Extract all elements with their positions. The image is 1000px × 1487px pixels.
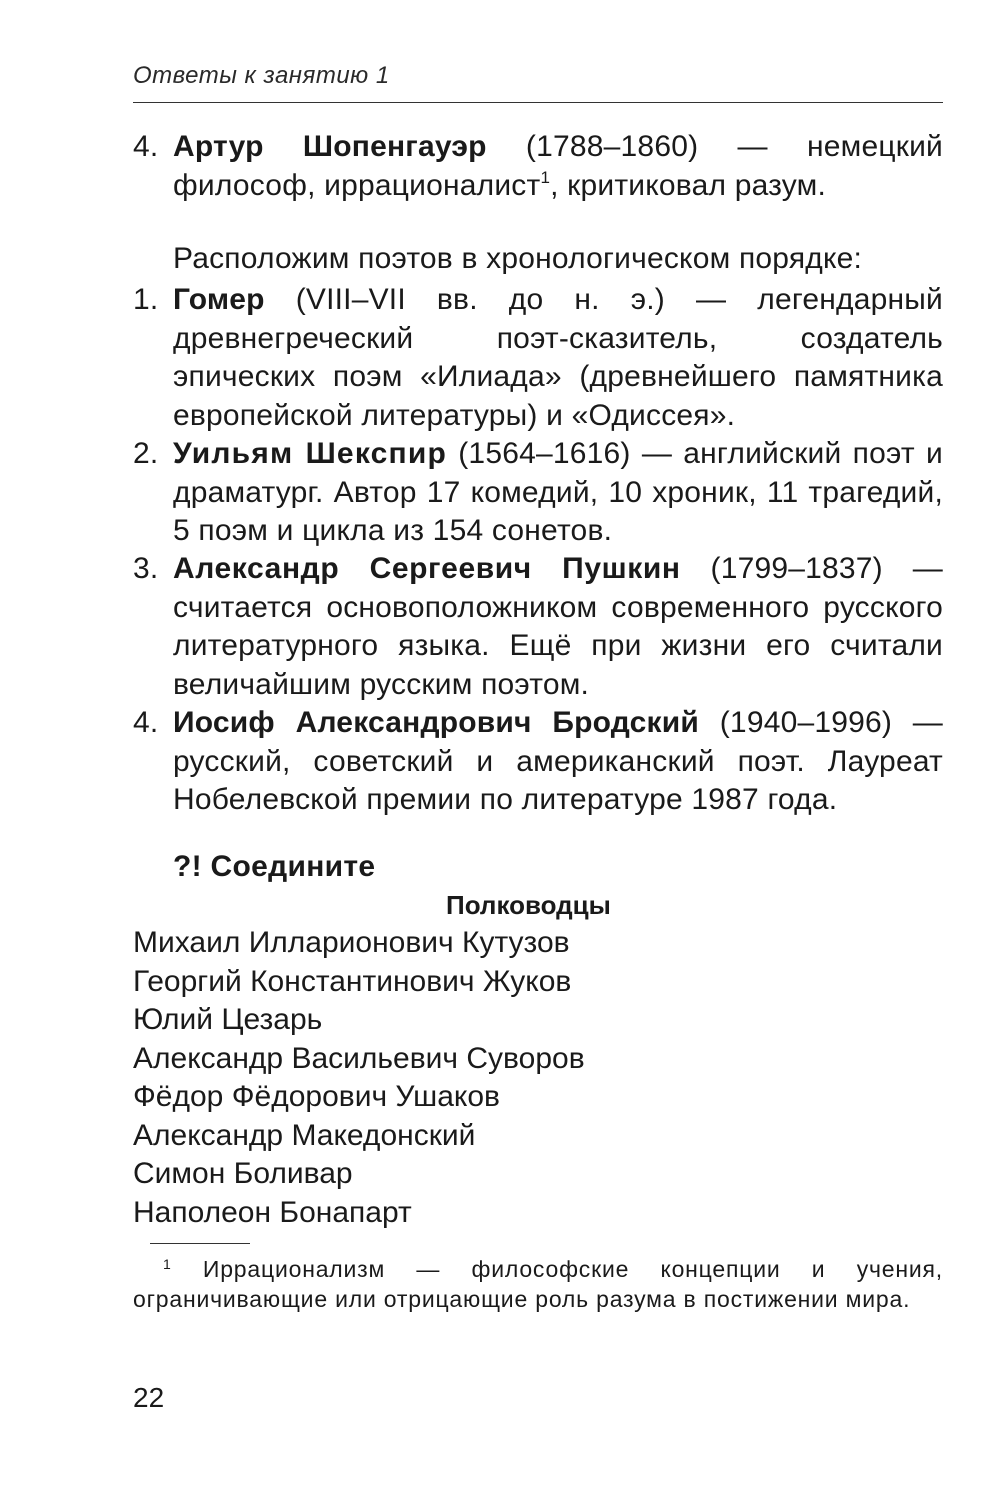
poet-item-pushkin	[133, 550, 943, 704]
generals-heading: Полководцы	[446, 890, 611, 920]
list-item: Фёдор Фёдорович Ушаков	[133, 1080, 500, 1113]
philosopher-text-end: , критиковал разум.	[550, 168, 826, 202]
philosopher-text: (1788–1860) — немецкий философ, иррационалист	[173, 130, 943, 202]
item-number: 1.	[133, 283, 159, 316]
footnote	[133, 1254, 943, 1314]
footnote-text: Иррационализм — философские концепции и учения, ограничивающие или отрицающие роль разума в постижении мира.	[133, 1256, 943, 1312]
list-item: Георгий Константинович Жуков	[133, 964, 572, 998]
footnote-marker: 1	[163, 1256, 172, 1272]
exercise-title: ?! Соедините	[173, 850, 376, 883]
poet-text: (VIII–VII вв. до н. э.) — легендарный древнегреческий поэт-сказитель, создатель эпических поэм «Илиада» (древнейшего памятника европейской литературы) и «Одиссея».	[173, 283, 943, 432]
philosopher-item	[133, 128, 943, 205]
item-number: 3.	[133, 552, 159, 585]
poet-name: Александр Сергеевич Пушкин	[173, 552, 681, 585]
list-item: Александр Македонский	[133, 1118, 476, 1152]
poet-item-shakespeare	[133, 435, 943, 551]
list-item: Михаил Илларионович Кутузов	[133, 926, 570, 959]
footnote-rule	[150, 1243, 250, 1244]
list-item: Александр Васильевич Суворов	[133, 1041, 585, 1075]
poet-item-homer	[133, 281, 943, 435]
list-item: Наполеон Бонапарт	[133, 1195, 412, 1229]
poet-item-brodsky	[133, 704, 943, 820]
poet-text: (1940–1996) — русский, советский и американский поэт. Лауреат Нобелевской премии по литературе 1987 года.	[173, 706, 943, 816]
page-number: 22	[133, 1382, 165, 1413]
philosopher-name: Артур Шопенгауэр	[173, 130, 487, 163]
item-number: 4.	[133, 130, 159, 163]
poet-text: (1564–1616) — английский поэт и драматург. Автор 17 комедий, 10 хроник, 11 трагедий, 5 поэм и цикла из 154 сонетов.	[173, 437, 943, 547]
poet-name: Иосиф Александрович Бродский	[173, 706, 700, 739]
poet-name: Гомер	[173, 283, 265, 316]
item-number: 2.	[133, 437, 159, 470]
poet-name: Уильям Шекспир	[173, 437, 448, 470]
poet-text: (1799–1837) — считается основоположником современного русского литературного языка. Ещё при жизни его считали величайшим русским поэтом.	[173, 552, 943, 701]
running-head: Ответы к занятию 1	[133, 62, 390, 89]
item-number: 4.	[133, 706, 159, 739]
header-rule	[133, 102, 943, 103]
footnote-reference: 1	[540, 167, 551, 187]
generals-list	[133, 924, 585, 1232]
poets-intro: Расположим поэтов в хронологическом порядке:	[173, 242, 863, 275]
list-item: Юлий Цезарь	[133, 1003, 323, 1036]
list-item: Симон Боливар	[133, 1157, 353, 1190]
